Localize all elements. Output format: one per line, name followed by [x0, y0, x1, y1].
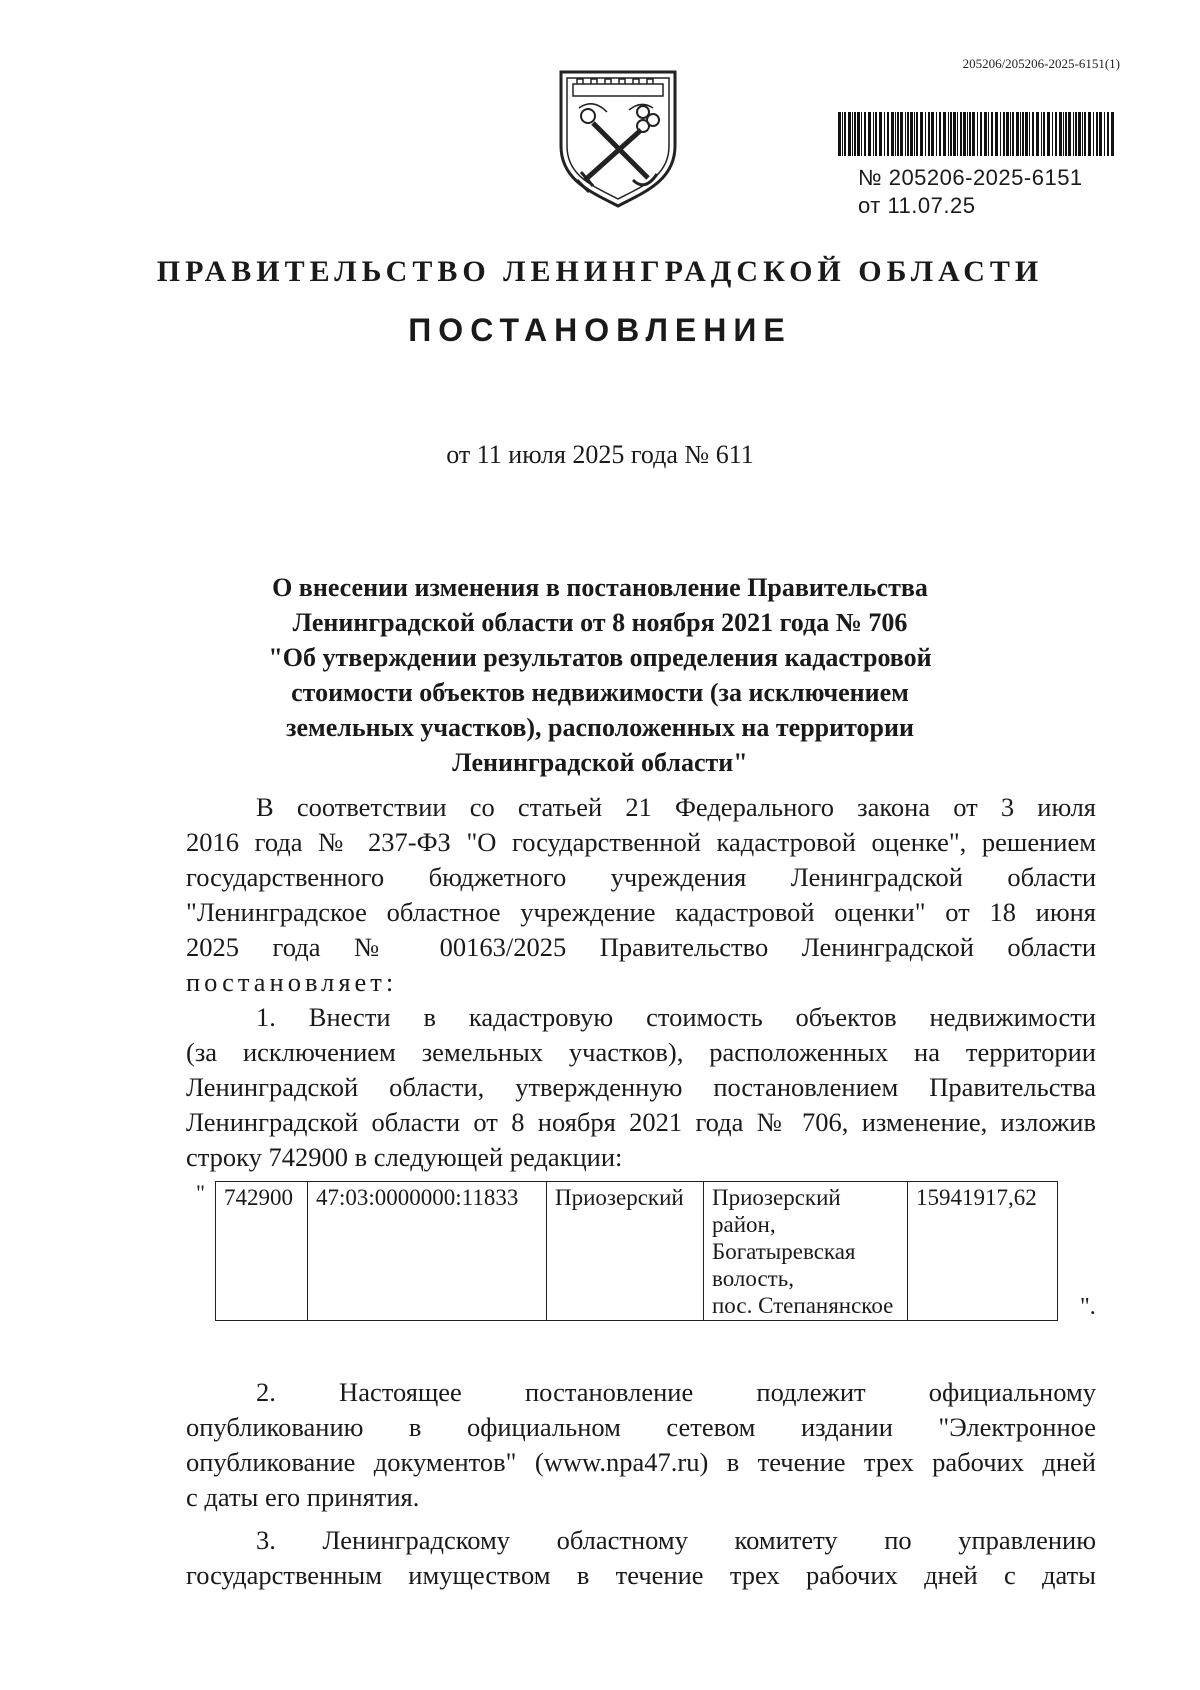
address-cell	[704, 1182, 908, 1321]
address-line: район,	[712, 1212, 776, 1237]
text-line: опубликованию в официальном сетевом издании "Электронное	[186, 1412, 1096, 1442]
text-line: постановляет:	[186, 967, 398, 997]
district-cell: Приозерский	[547, 1182, 704, 1321]
title-line: стоимости объектов недвижимости (за исключением	[291, 678, 909, 707]
leningrad-oblast-coat-of-arms-icon	[553, 68, 683, 208]
title-line: Ленинградской области"	[452, 748, 748, 777]
text-line: 2025 года № 00163/2025 Правительство Ленинградской области	[186, 932, 1096, 962]
title-line: земельных участков), расположенных на территории	[286, 713, 914, 742]
document-title	[180, 570, 1020, 780]
text-line: (за исключением земельных участков), расположенных на территории	[186, 1037, 1096, 1067]
text-line: с даты его принятия.	[186, 1482, 420, 1512]
text-line: 2. Настоящее постановление подлежит официальному	[256, 1377, 1096, 1407]
cadastral-number-cell: 47:03:0000000:11833	[308, 1182, 547, 1321]
document-id: 205206/205206-2025-6151(1)	[962, 56, 1120, 71]
text-line: Ленинградской области, утвержденную постановлением Правительства	[186, 1072, 1096, 1102]
barcode-icon	[838, 112, 1118, 156]
address-line: волость,	[712, 1266, 794, 1291]
title-line: Ленинградской области от 8 ноября 2021 года № 706	[292, 608, 908, 637]
item-2-paragraph	[186, 1375, 1096, 1515]
registration-number: № 205206-2025-6151	[858, 165, 1083, 190]
text-line: строку 742900 в следующей редакции:	[186, 1142, 623, 1172]
cadastral-value-table	[215, 1181, 1058, 1321]
document-type: ПОСТАНОВЛЕНИЕ	[408, 312, 792, 348]
text-line: государственного бюджетного учреждения Ленинградской области	[186, 862, 1096, 892]
organization-name: ПРАВИТЕЛЬСТВО ЛЕНИНГРАДСКОЙ ОБЛАСТИ	[156, 255, 1044, 288]
preamble-paragraph	[186, 790, 1096, 1000]
text-line: "Ленинградское областное учреждение кадастровой оценки" от 18 июня	[186, 897, 1096, 927]
table-row	[216, 1182, 1058, 1321]
address-line: пос. Степанянское	[712, 1293, 894, 1318]
table-close-quote: ".	[1080, 1294, 1096, 1320]
title-line: "Об утверждении результатов определения кадастровой	[268, 643, 932, 672]
registration-date: от 11.07.25	[858, 193, 976, 218]
text-line: Ленинградской области от 8 ноября 2021 года № 706, изменение, изложив	[186, 1107, 1096, 1137]
cadastral-value-cell: 15941917,62	[908, 1182, 1058, 1321]
text-line: 2016 года № 237-ФЗ "О государственной кадастровой оценке", решением	[186, 827, 1096, 857]
table-open-quote: "	[196, 1180, 205, 1205]
row-number-cell: 742900	[216, 1182, 308, 1321]
item-3-paragraph	[186, 1523, 1096, 1593]
document-date-number: от 11 июля 2025 года № 611	[446, 440, 754, 469]
text-line: 3. Ленинградскому областному комитету по управлению	[256, 1525, 1096, 1555]
address-line: Приозерский	[712, 1185, 841, 1210]
text-line: опубликование документов" (www.npa47.ru) в течение трех рабочих дней	[186, 1447, 1096, 1477]
item-1-paragraph	[186, 1000, 1096, 1175]
text-line: 1. Внести в кадастровую стоимость объектов недвижимости	[256, 1002, 1096, 1032]
text-line: государственным имуществом в течение трех рабочих дней с даты	[186, 1560, 1096, 1590]
title-line: О внесении изменения в постановление Правительства	[272, 573, 928, 602]
address-line: Богатыревская	[712, 1239, 856, 1264]
text-line: В соответствии со статьей 21 Федерального закона от 3 июля	[256, 792, 1096, 822]
